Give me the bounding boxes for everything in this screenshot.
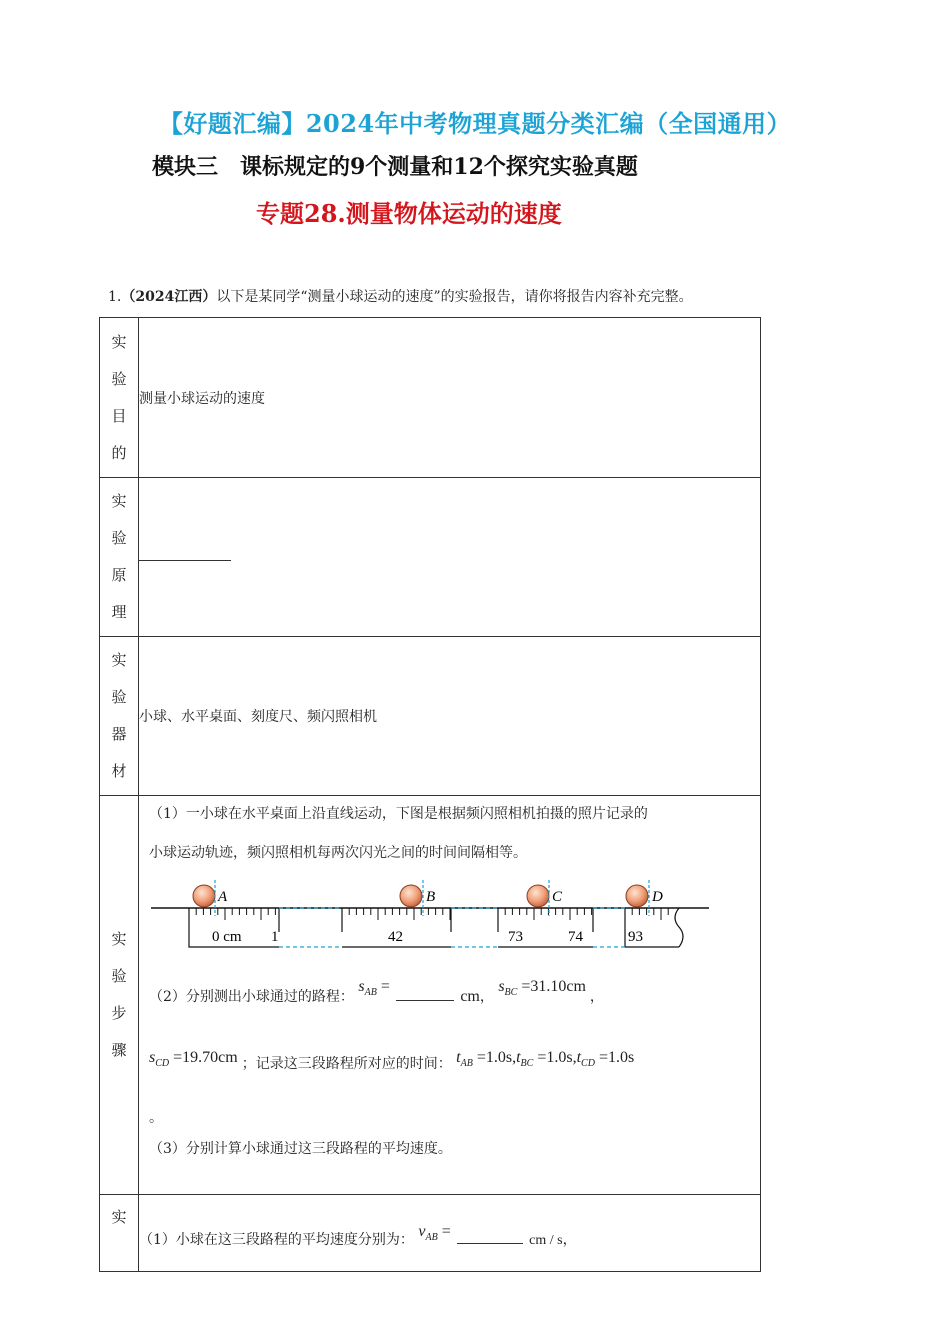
v-ab-formula: $v_{AB}$ = xyxy=(418,1222,455,1244)
s-symbol: s xyxy=(498,978,505,995)
s-ab-answer-blank[interactable] xyxy=(396,986,454,1001)
row-header-equipment xyxy=(100,637,139,796)
header-char: 实 xyxy=(111,332,127,351)
table-row xyxy=(100,1195,761,1272)
ruler-ticks xyxy=(189,908,668,920)
v-ab-answer-blank[interactable] xyxy=(457,1229,523,1244)
v-ab-subscript: AB xyxy=(425,1232,438,1244)
scale-label: 0 cm xyxy=(212,929,242,945)
row-header-result xyxy=(100,1195,139,1272)
header-char: 实 xyxy=(111,930,127,948)
s-bc-subscript: BC xyxy=(504,987,518,999)
t-symbol: t xyxy=(456,1049,461,1066)
step2-prefix: （2）分别测出小球通过的路程： xyxy=(149,989,354,1005)
header-char: 材 xyxy=(111,762,127,780)
aim-content: 测量小球运动的速度 xyxy=(139,318,761,478)
step2-end-mark: 。 xyxy=(149,1110,163,1126)
header-char: 的 xyxy=(111,443,127,462)
header-char: 验 xyxy=(111,369,127,388)
s-cd-subscript: CD xyxy=(155,1058,170,1070)
question-stem xyxy=(108,286,693,306)
header-char: 器 xyxy=(111,725,127,743)
header-char: 实 xyxy=(111,1208,127,1226)
scale-label: 93 xyxy=(628,929,643,945)
v-unit: cm / s xyxy=(529,1232,563,1248)
ball-trajectory-diagram xyxy=(149,874,714,954)
topic-title: 专题28.测量物体运动的速度 xyxy=(256,199,562,228)
header-char: 验 xyxy=(111,967,127,985)
point-label-c: C xyxy=(552,889,563,905)
t-ab-value: =1.0s, xyxy=(476,1049,517,1066)
table-row xyxy=(100,318,761,478)
header-char: 骤 xyxy=(111,1041,127,1059)
header-char: 验 xyxy=(111,529,127,547)
time-prefix: ；记录这三段路程所对应的时间： xyxy=(241,1056,452,1072)
header-char: 验 xyxy=(111,688,127,706)
t-formula xyxy=(456,1049,635,1070)
row-header-steps xyxy=(100,796,139,1195)
question-number: 1. xyxy=(108,289,122,305)
step2-line2 xyxy=(149,1049,635,1080)
s-ab-unit: cm xyxy=(460,988,480,1005)
result-prefix: （1）小球在这三段路程的平均速度分别为： xyxy=(139,1231,414,1248)
ball-c xyxy=(527,880,549,916)
equipment-content: 小球、水平桌面、刻度尺、频闪照相机 xyxy=(139,637,761,796)
t-bc-subscript: BC xyxy=(520,1058,534,1070)
s-symbol: s xyxy=(149,1049,156,1066)
result-comma: ， xyxy=(562,1231,577,1248)
s-bc-formula xyxy=(498,978,590,999)
header-char: 实 xyxy=(111,492,127,510)
principle-content xyxy=(139,478,761,637)
t-symbol: t xyxy=(516,1049,521,1066)
scale-label: 73 xyxy=(508,929,523,945)
scale-label: 42 xyxy=(388,929,403,945)
table-row xyxy=(100,637,761,796)
s-cd-value: =19.70cm xyxy=(173,1049,238,1066)
point-label-d: D xyxy=(652,889,663,905)
header-char: 原 xyxy=(111,566,127,584)
ball-d xyxy=(626,880,649,916)
t-cd-value: =1.0s xyxy=(598,1049,635,1066)
point-label-b: B xyxy=(426,889,436,905)
row-header-aim xyxy=(100,318,139,478)
s-bc-value: =31.10cm xyxy=(521,978,586,995)
step1-line1: （1）一小球在水平桌面上沿直线运动，下图是根据频闪照相机拍摄的照片记录的 xyxy=(149,806,648,822)
s-ab-subscript: AB xyxy=(364,987,377,999)
s-symbol: s xyxy=(358,978,365,995)
header-char: 理 xyxy=(111,603,127,621)
principle-answer-blank[interactable] xyxy=(139,559,231,561)
header-char: 实 xyxy=(111,651,127,669)
t-symbol: t xyxy=(576,1049,582,1066)
experiment-report-table xyxy=(99,317,761,1272)
table-row xyxy=(100,478,761,637)
result-content xyxy=(139,1195,761,1272)
document-title: 【好题汇编】2024年中考物理真题分类汇编（全国通用） xyxy=(158,109,792,138)
step1-line2: 小球运动轨迹，频闪照相机每两次闪光之间的时间间隔相等。 xyxy=(149,845,527,861)
v-symbol: v xyxy=(418,1222,426,1240)
s-ab-formula: $s_{AB}$ = xyxy=(358,978,394,999)
header-char: 步 xyxy=(111,1004,127,1022)
question-text: 以下是某同学“测量小球运动的速度”的实验报告，请你将报告内容补充完整。 xyxy=(216,289,693,305)
steps-content xyxy=(139,796,761,1195)
t-bc-value: =1.0s, xyxy=(537,1049,577,1066)
module-title: 模块三 课标规定的9个测量和12个探究实验真题 xyxy=(152,154,638,180)
t-cd-subscript: CD xyxy=(581,1058,595,1070)
step2-line1: （2）分别测出小球通过的路程： $s_{AB}$ = cm， $s_{BC} =31.10cm$ ， xyxy=(149,978,604,1005)
scale-label: 1 xyxy=(271,929,279,945)
question-source: （2024江西） xyxy=(121,289,217,305)
row-header-principle xyxy=(100,478,139,637)
point-label-a: A xyxy=(218,889,228,905)
scale-label: 74 xyxy=(568,929,583,945)
ball-b xyxy=(400,880,423,916)
table-row xyxy=(100,796,761,1195)
header-char: 目 xyxy=(111,406,127,425)
t-ab-subscript: AB xyxy=(460,1058,473,1070)
s-cd-formula xyxy=(149,1049,242,1070)
step3-text: （3）分别计算小球通过这三段路程的平均速度。 xyxy=(149,1141,452,1157)
